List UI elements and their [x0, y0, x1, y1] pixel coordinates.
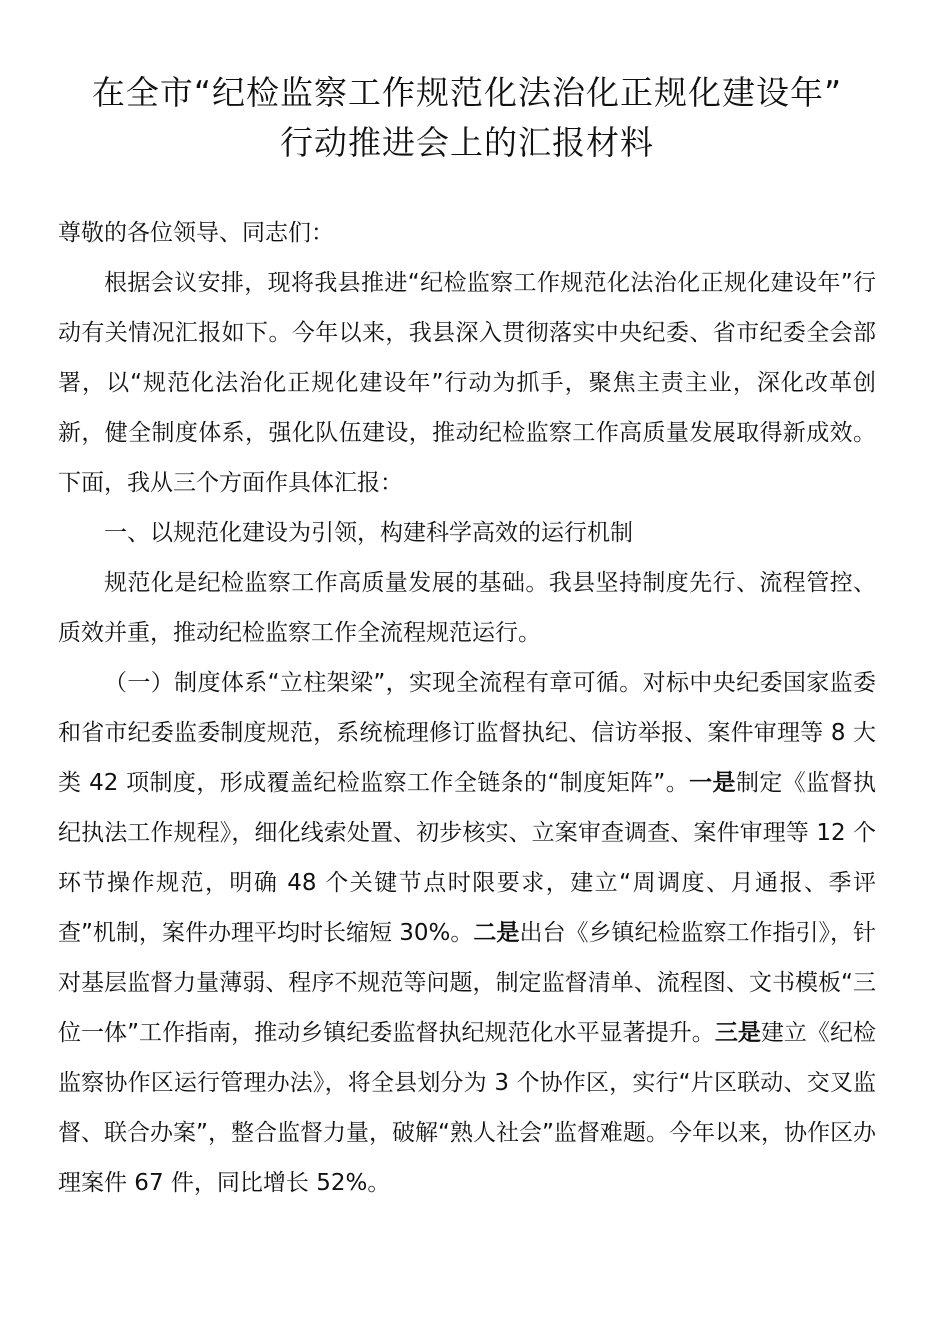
emphasis-third: 三是	[714, 1020, 761, 1046]
emphasis-first: 一是	[689, 770, 736, 796]
section-heading-1: 一、以规范化建设为引领，构建科学高效的运行机制	[104, 520, 633, 546]
paragraph-2-text-2: 制定《监督执纪执法工作规程》，细化线索处置、初步核实、立案审查调查、案件审理等 12 个环节操作规范，明确 48 个关键节点时限要求，建立“周调度、月通报、季评查”机制，案件办理平均时长缩短 30%。	[58, 770, 877, 946]
paragraph-2-text-3: 出台《乡镇纪检监察工作指引》，针对基层监督力量薄弱、程序不规范等问题，制定监督清单、流程图、文书模板“三位一体”工作指南，推动乡镇纪委监督执纪规范化水平显著提升。	[58, 920, 876, 1046]
document-title	[58, 68, 876, 168]
paragraph-2-text-1: （一）制度体系“立柱架梁”，实现全流程有章可循。对标中央纪委国家监委和省市纪委监委制度规范，系统梳理修订监督执纪、信访举报、案件审理等 8 大类 42 项制度，形成覆盖纪检监察工作全链条的“制度矩阵”。	[58, 670, 876, 796]
title-line-1: 在全市“纪检监察工作规范化法治化正规化建设年”	[91, 73, 843, 112]
salutation: 尊敬的各位领导、同志们：	[58, 220, 334, 246]
paragraph-intro: 根据会议安排，现将我县推进“纪检监察工作规范化法治化正规化建设年”行动有关情况汇报如下。今年以来，我县深入贯彻落实中央纪委、省市纪委全会部署，以“规范化法治化正规化建设年”行动为抓手，聚焦主责主业，深化改革创新，健全制度体系，强化队伍建设，推动纪检监察工作高质量发展取得新成效。下面，我从三个方面作具体汇报：	[58, 270, 876, 496]
emphasis-second: 二是	[473, 920, 520, 946]
paragraph-2-text-4: 建立《纪检监察协作区运行管理办法》，将全县划分为 3 个协作区，实行“片区联动、交叉监督、联合办案”，整合监督力量，破解“熟人社会”监督难题。今年以来，协作区办理案件 67 件，同比增长 52%。	[58, 1020, 876, 1196]
paragraph-2	[58, 658, 876, 1208]
paragraph-1: 规范化是纪检监察工作高质量发展的基础。我县坚持制度先行、流程管控、质效并重，推动纪检监察工作全流程规范运行。	[58, 570, 876, 646]
title-line-2: 行动推进会上的汇报材料	[280, 123, 654, 162]
